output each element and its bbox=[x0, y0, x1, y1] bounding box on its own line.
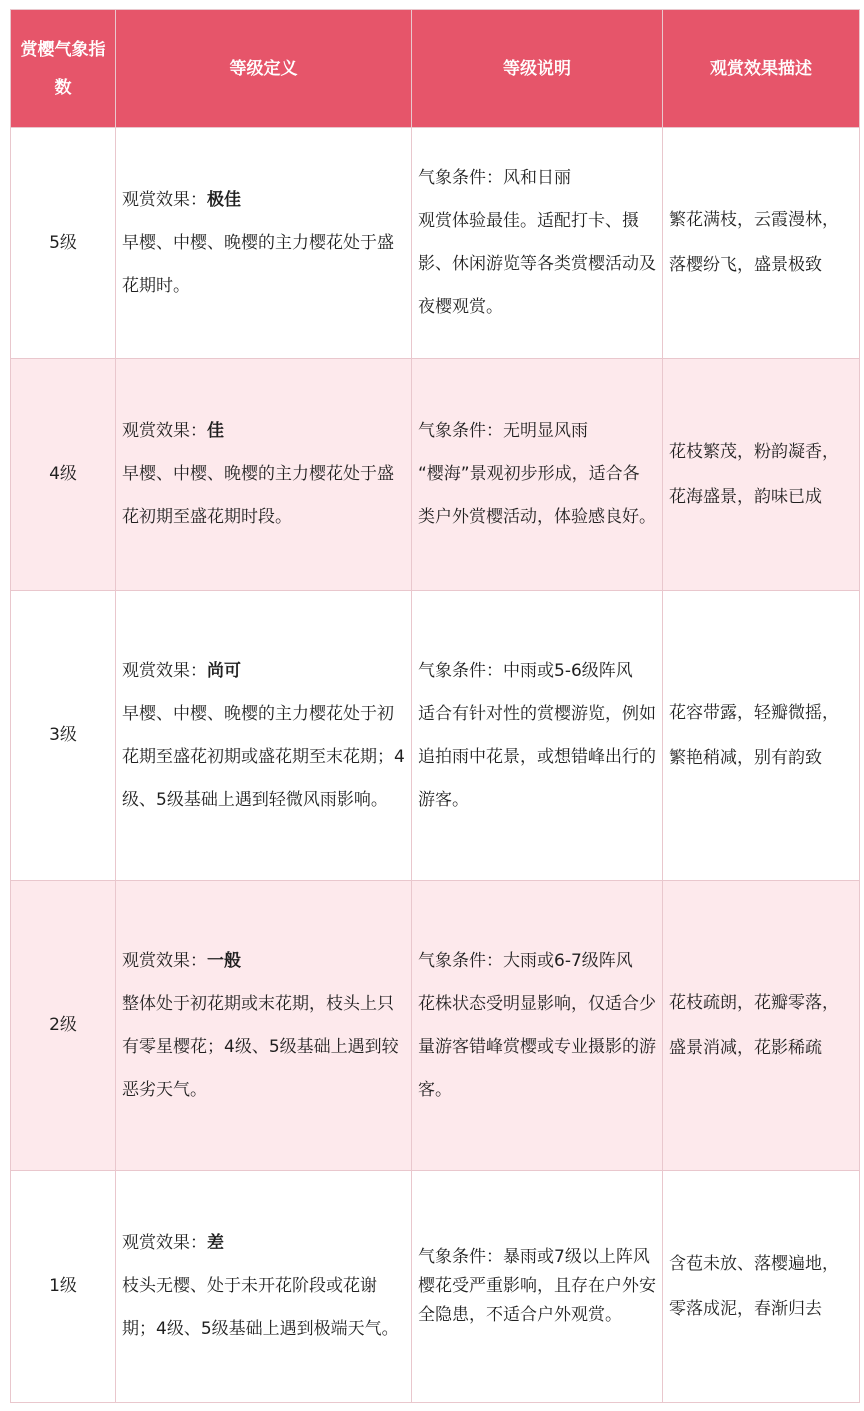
level-cell: 3级 bbox=[11, 591, 116, 881]
weather-condition: 气象条件：大雨或6-7级阵风 bbox=[418, 950, 633, 971]
explanation-text: 樱花受严重影响，且存在户外安全隐患，不适合户外观赏。 bbox=[418, 1276, 656, 1325]
table-row bbox=[11, 1171, 860, 1403]
table-row bbox=[11, 128, 860, 359]
table-row bbox=[11, 591, 860, 881]
weather-condition: 气象条件：暴雨或7级以上阵风 bbox=[418, 1247, 650, 1267]
table-row bbox=[11, 359, 860, 591]
definition-text: 早樱、中樱、晚樱的主力樱花处于盛花初期至盛花期时段。 bbox=[122, 464, 394, 527]
header-definition: 等级定义 bbox=[116, 10, 412, 128]
header-explanation: 等级说明 bbox=[412, 10, 663, 128]
effect-value: 极佳 bbox=[207, 189, 241, 210]
explanation-text: “樱海”景观初步形成，适合各类户外赏樱活动，体验感良好。 bbox=[418, 464, 656, 527]
description-cell: 繁花满枝，云霞漫林，落樱纷飞，盛景极致 bbox=[663, 128, 860, 359]
effect-label: 观赏效果： bbox=[122, 421, 207, 441]
effect-value: 佳 bbox=[207, 421, 224, 441]
level-cell: 5级 bbox=[11, 128, 116, 359]
weather-condition: 气象条件：风和日丽 bbox=[418, 168, 571, 188]
explanation-cell bbox=[412, 359, 663, 591]
effect-label: 观赏效果： bbox=[122, 189, 207, 210]
header-row bbox=[11, 10, 860, 128]
definition-text: 早樱、中樱、晚樱的主力樱花处于初花期至盛花初期或盛花期至末花期；4级、5级基础上遇到轻微风雨影响。 bbox=[122, 703, 405, 810]
level-cell: 2级 bbox=[11, 881, 116, 1171]
definition-cell bbox=[116, 128, 412, 359]
definition-cell bbox=[116, 1171, 412, 1403]
definition-cell bbox=[116, 591, 412, 881]
description-cell: 花枝繁茂，粉韵凝香，花海盛景，韵味已成 bbox=[663, 359, 860, 591]
level-cell: 4级 bbox=[11, 359, 116, 591]
explanation-text: 适合有针对性的赏樱游览，例如追拍雨中花景，或想错峰出行的游客。 bbox=[418, 703, 656, 810]
description-cell: 含苞未放、落樱遍地，零落成泥，春渐归去 bbox=[663, 1171, 860, 1403]
effect-value: 尚可 bbox=[207, 660, 241, 681]
definition-text: 早樱、中樱、晚樱的主力樱花处于盛花期时。 bbox=[122, 232, 394, 296]
explanation-cell bbox=[412, 1171, 663, 1403]
explanation-cell bbox=[412, 591, 663, 881]
explanation-cell bbox=[412, 128, 663, 359]
definition-cell bbox=[116, 881, 412, 1171]
weather-condition: 气象条件：无明显风雨 bbox=[418, 421, 588, 441]
definition-text: 枝头无樱、处于未开花阶段或花谢期；4级、5级基础上遇到极端天气。 bbox=[122, 1276, 399, 1339]
table-row bbox=[11, 881, 860, 1171]
header-description: 观赏效果描述 bbox=[663, 10, 860, 128]
effect-label: 观赏效果： bbox=[122, 660, 207, 681]
explanation-cell bbox=[412, 881, 663, 1171]
description-cell: 花容带露，轻瓣微摇，繁艳稍减，别有韵致 bbox=[663, 591, 860, 881]
sakura-index-table bbox=[10, 9, 860, 1403]
effect-label: 观赏效果： bbox=[122, 950, 207, 971]
weather-condition: 气象条件：中雨或5-6级阵风 bbox=[418, 660, 633, 681]
effect-value: 差 bbox=[207, 1233, 224, 1253]
header-index: 赏樱气象指数 bbox=[11, 10, 116, 128]
effect-label: 观赏效果： bbox=[122, 1233, 207, 1253]
explanation-text: 花株状态受明显影响，仅适合少量游客错峰赏樱或专业摄影的游客。 bbox=[418, 993, 656, 1100]
definition-cell bbox=[116, 359, 412, 591]
effect-value: 一般 bbox=[207, 950, 241, 971]
level-cell: 1级 bbox=[11, 1171, 116, 1403]
description-cell: 花枝疏朗，花瓣零落，盛景消减，花影稀疏 bbox=[663, 881, 860, 1171]
definition-text: 整体处于初花期或末花期，枝头上只有零星樱花；4级、5级基础上遇到较恶劣天气。 bbox=[122, 993, 399, 1100]
explanation-text: 观赏体验最佳。适配打卡、摄影、休闲游览等各类赏樱活动及夜樱观赏。 bbox=[418, 211, 656, 317]
